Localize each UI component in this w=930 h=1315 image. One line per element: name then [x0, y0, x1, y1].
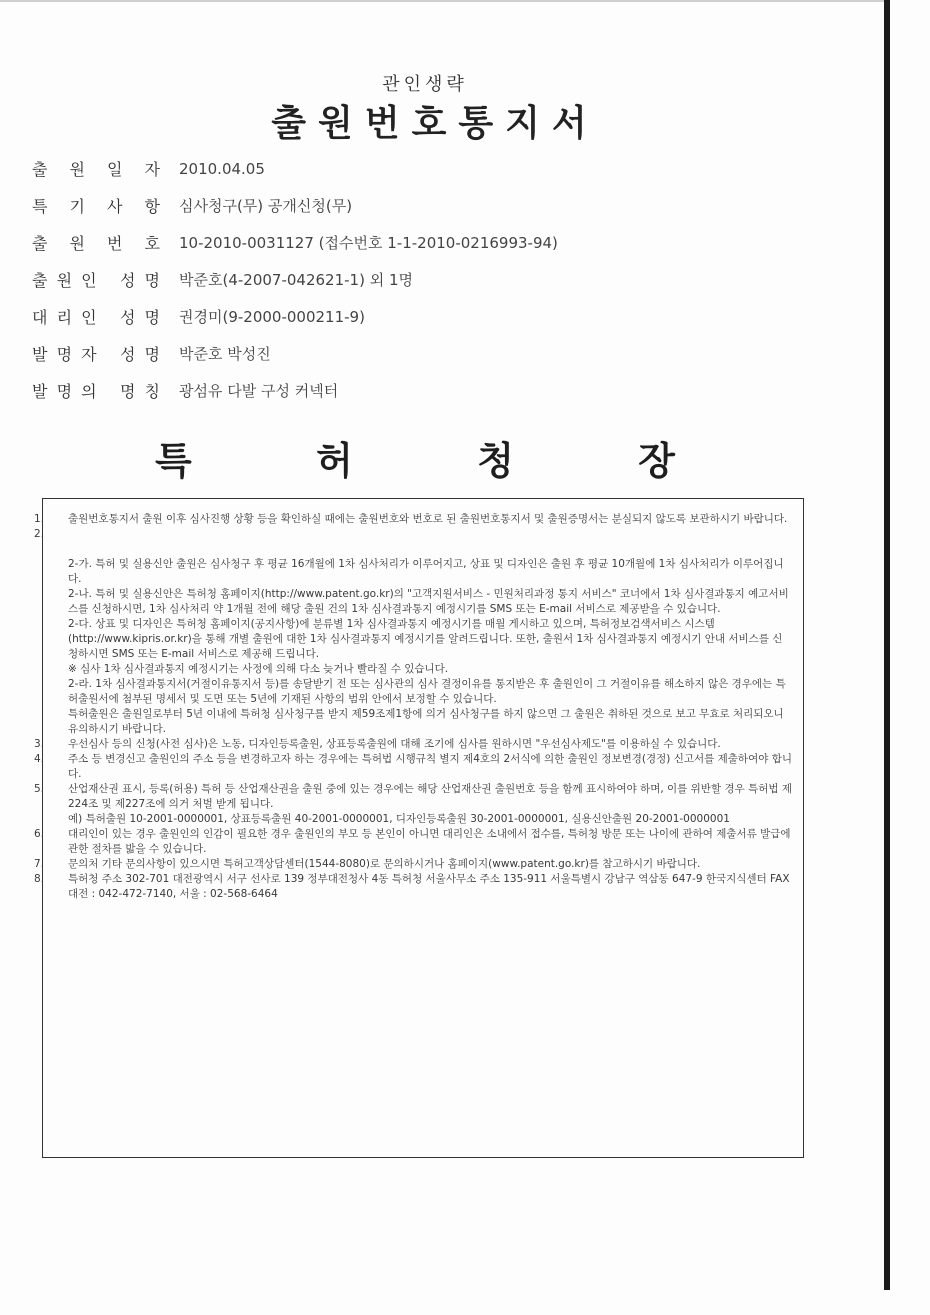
page-top-edge	[0, 0, 884, 2]
notice-text: 2-다. 상표 및 디자인은 특허청 홈페이지(공지사항)에 분류별 1차 심사결과통지 예정시기를 매월 게시하고 있으며, 특허정보검색서비스 시스템(http://www.kipris.or.kr)을 통해 개별 출원에 대한 1차 심사결과통지 예정시기를 알려드립니다. 또한, 출원서 1차 심사결과통지 예정시기 안내 서비스를 신청하시면 SMS 또는 E-mail 서비스로 제공해 드립니다.	[68, 618, 783, 660]
field-label: 대 리 인 성 명	[32, 308, 160, 327]
notice-item	[32, 752, 792, 782]
document-title: 출원번호통지서	[271, 103, 599, 144]
field-label: 출 원 번 호	[32, 234, 160, 253]
notice-number: 1.	[34, 513, 45, 525]
notice-text: 출원번호통지서 출원 이후 심사진행 상황 등을 확인하실 때에는 출원번호와 번호로 된 출원번호통지서 및 출원증명서는 분실되지 않도록 보관하시기 바랍니다.	[68, 513, 788, 525]
issuer-char: 특	[155, 439, 192, 483]
field-value: 박준호(4-2007-042621-1) 외 1명	[179, 271, 413, 289]
field-row	[32, 335, 852, 372]
field-value: 광섬유 다발 구성 커넥터	[179, 382, 339, 400]
issuer-char: 허	[316, 439, 353, 483]
notice-item	[32, 782, 792, 812]
notice-text: 특허청 주소 302-701 대전광역시 서구 선사로 139 정부대전청사 4동 특허청 서울사무소 주소 135-911 서울특별시 강남구 역삼동 647-9 한국지식센터 FAX 대전 : 042-472-7140, 서울 : 02-568-6464	[68, 873, 790, 900]
notice-item	[32, 587, 792, 617]
notice-text: 주소 등 변경신고 출원인의 주소 등을 변경하고자 하는 경우에는 특허법 시행규칙 별지 제4호의 2서식에 의한 출원인 정보변경(경정) 신고서를 제출하여야 합니다.	[68, 753, 792, 780]
notice-number: 7.	[34, 858, 45, 870]
issuer-char: 장	[638, 439, 675, 483]
notice-item	[32, 662, 792, 677]
notice-number	[32, 587, 68, 617]
notice-number	[32, 617, 68, 662]
field-row	[32, 187, 852, 224]
notice-number	[32, 812, 68, 827]
notice-list	[32, 512, 792, 902]
notice-item	[32, 617, 792, 662]
notice-text: ※ 심사 1차 심사결과통지 예정시기는 사정에 의해 다소 늦거나 빨라질 수 있습니다.	[68, 663, 449, 675]
seal-omitted-label: 관인생략	[382, 74, 468, 95]
field-row	[32, 372, 852, 409]
notice-item	[32, 827, 792, 857]
notice-item	[32, 737, 792, 752]
field-label: 특 기 사 항	[32, 197, 160, 216]
notice-number: 2.	[34, 528, 45, 540]
notice-item	[32, 677, 792, 707]
notice-item	[32, 872, 792, 902]
notice-text: 우선심사 등의 신청(사전 심사)은 노동, 디자인등록출원, 상표등록출원에 대해 조기에 심사를 원하시면 "우선심사제도"를 이용하실 수 있습니다.	[68, 738, 721, 750]
field-label: 출 원 일 자	[32, 160, 160, 179]
field-row	[32, 224, 852, 261]
notice-number	[32, 662, 68, 677]
notice-item	[32, 812, 792, 827]
notice-item	[32, 557, 792, 587]
application-fields	[32, 150, 852, 409]
field-label: 출 원 인 성 명	[32, 271, 160, 290]
notice-text: 대리인이 있는 경우 출원인의 인감이 필요한 경우 출원인의 부모 등 본인이 아니면 대리인은 소내에서 접수를, 특허청 방문 또는 나이에 관하여 제출서류 발급에 관한 절차를 밟을 수 있습니다.	[68, 828, 791, 855]
notice-item	[32, 857, 792, 872]
notice-item	[32, 527, 792, 542]
notice-number	[32, 557, 68, 587]
field-label: 발 명 자 성 명	[32, 345, 160, 364]
issuer-char: 청	[477, 439, 514, 483]
notice-text: 예) 특허출원 10-2001-0000001, 상표등록출원 40-2001-0000001, 디자인등록출원 30-2001-0000001, 실용신안출원 20-2001-0000001	[68, 813, 730, 825]
notice-text	[68, 527, 792, 542]
notice-number: 4.	[34, 753, 45, 765]
notice-number: 5.	[34, 783, 45, 795]
field-value: 박준호 박성진	[179, 345, 271, 363]
notice-text: 2-가. 특허 및 실용신안 출원은 심사청구 후 평균 16개월에 1차 심사처리가 이루어지고, 상표 및 디자인은 출원 후 평균 10개월에 1차 심사처리가 이루어집니다.	[68, 558, 784, 585]
field-value: 2010.04.05	[179, 159, 265, 178]
field-row	[32, 298, 852, 335]
issuer-commissioner	[155, 430, 675, 485]
notice-number: 3.	[34, 738, 45, 750]
notice-item	[32, 707, 792, 737]
notice-text: 특허출원은 출원일로부터 5년 이내에 특허청 심사청구를 받지 제59조제1항에 의거 심사청구를 하지 않으면 그 출원은 취하된 것으로 보고 무효로 처리되오니 유의하시기 바랍니다.	[68, 708, 784, 735]
field-row	[32, 261, 852, 298]
notice-text: 2-나. 특허 및 실용신안은 특허청 홈페이지(http://www.patent.go.kr)의 "고객지원서비스 - 민원처리과정 통지 서비스" 코너에서 1차 심사결과통지 예고서비스를 신청하시면, 1차 심사처리 약 1개월 전에 해당 출원 건의 1차 심사결과통지 예정시기를 SMS 또는 E-mail 서비스로 제공받을 수 있습니다.	[68, 588, 789, 615]
notice-number: 6.	[34, 828, 45, 840]
notice-item	[32, 512, 792, 527]
notice-number	[32, 677, 68, 707]
field-row	[32, 150, 852, 187]
scan-edge-bar	[884, 0, 890, 1290]
field-label: 발 명 의 명 칭	[32, 382, 160, 401]
notice-number: 8.	[34, 873, 45, 885]
notice-text: 산업재산권 표시, 등록(허용) 특허 등 산업재산권을 출원 중에 있는 경우에는 해당 산업재산권 출원번호 등을 함께 표시하여야 하며, 이를 위반할 경우 특허법 제224조 및 제227조에 의거 처벌 받게 됩니다.	[68, 783, 792, 810]
notice-number	[32, 707, 68, 737]
notice-text: 문의처 기타 문의사항이 있으시면 특허고객상담센터(1544-8080)로 문의하시거나 홈페이지(www.patent.go.kr)를 참고하시기 바랍니다.	[68, 858, 701, 870]
field-value: 10-2010-0031127 (접수번호 1-1-2010-0216993-94)	[179, 234, 558, 252]
field-value: 심사청구(무) 공개신청(무)	[179, 197, 353, 215]
notice-text: 2-라. 1차 심사결과통지서(거절이유통지서 등)를 송달받기 전 또는 심사관의 심사 결정이유를 통지받은 후 출원인이 그 거절이유를 해소하지 않은 경우에는 특허출원서에 첨부된 명세서 및 도면 또는 5년에 기재된 사항의 범위 안에서 보정할 수 있습니다.	[68, 678, 786, 705]
field-value: 권경미(9-2000-000211-9)	[179, 308, 365, 326]
